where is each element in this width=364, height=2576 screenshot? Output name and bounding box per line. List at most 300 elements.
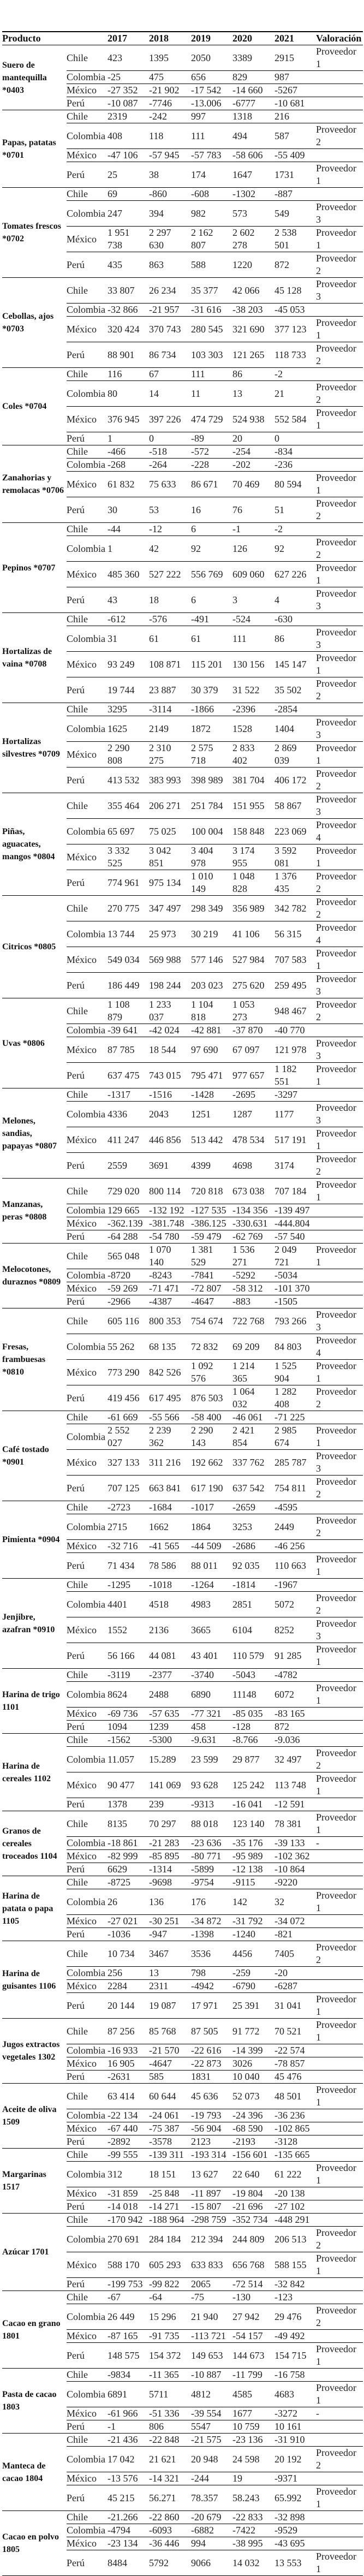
value-2017: -99 555 (108, 2149, 149, 2162)
country: México (67, 1915, 108, 1928)
value-2018: -14 271 (149, 2200, 191, 2214)
table-row (2, 1179, 363, 1204)
value-2017: 549 034 (108, 947, 149, 973)
value-2019: 3536 (191, 1941, 232, 1967)
valoracion: Proveedor 2 (316, 252, 363, 278)
value-2021: 110 663 (275, 1553, 316, 1579)
value-2021: -32 898 (275, 2511, 316, 2524)
product-name: Manzanas, peras *0808 (2, 1179, 67, 1244)
valoracion: Proveedor 1 (316, 2382, 363, 2407)
value-2021: -49 492 (275, 2330, 316, 2343)
value-2018: 2136 (149, 1617, 191, 1643)
value-2017: -31 859 (108, 2187, 149, 2200)
country: Chile (67, 1179, 108, 1204)
valoracion: Proveedor 2 (316, 1476, 363, 1501)
value-2020: 10 759 (232, 2420, 275, 2434)
table-row (2, 2084, 363, 2109)
value-2021: 121 978 (275, 1037, 316, 1063)
value-2017: -61 966 (108, 2407, 149, 2420)
value-2021: -78 857 (275, 2057, 316, 2071)
value-2021: 145 147 (275, 652, 316, 677)
product-name: Melocotones, duraznos *0809 (2, 1244, 67, 1308)
value-2020: 27 942 (232, 2304, 275, 2330)
value-2017: 1378 (108, 1798, 149, 1811)
value-2021: -20 (275, 1967, 316, 1980)
value-2019: -127 535 (191, 1204, 232, 1217)
valoracion: Proveedor 2 (316, 381, 363, 407)
country: Perú (67, 1476, 108, 1501)
value-2018: -576 (149, 613, 191, 626)
country: Chile (67, 368, 108, 381)
value-2020: 3026 (232, 2057, 275, 2071)
value-2018: 21 621 (149, 2447, 191, 2472)
header-2017: 2017 (108, 32, 149, 45)
value-2018: -99 822 (149, 2278, 191, 2291)
value-2020: 121 265 (232, 342, 275, 368)
valoracion (316, 1721, 363, 1734)
value-2020: 86 (232, 368, 275, 381)
valoracion: Proveedor 2 (316, 1941, 363, 1967)
country: Chile (67, 1088, 108, 1102)
value-2017: -1295 (108, 1579, 149, 1592)
value-2021: 21 (275, 381, 316, 407)
value-2018: 0 (149, 432, 191, 445)
valoracion: Proveedor 1 (316, 162, 363, 188)
valoracion (316, 2214, 363, 2227)
value-2017: 8624 (108, 1682, 149, 1708)
value-2021: 517 191 (275, 1127, 316, 1153)
product-name: Zanahorias y remolacas *0706 (2, 445, 67, 523)
valoracion: Proveedor 3 (316, 278, 363, 304)
value-2019: -19 793 (191, 2109, 232, 2122)
country: Perú (67, 432, 108, 445)
country: México (67, 1282, 108, 1295)
value-2017: -2723 (108, 1501, 149, 1514)
value-2018: 806 (149, 2420, 191, 2434)
value-2020: -21 696 (232, 2200, 275, 2214)
value-2020: 722 768 (232, 1308, 275, 1334)
country: Perú (67, 1385, 108, 1411)
value-2020: -38 203 (232, 304, 275, 317)
product-name: Jugos extractos vegetales 1302 (2, 2019, 67, 2084)
value-2021: 45 476 (275, 2071, 316, 2084)
value-2018: -21 902 (149, 84, 191, 97)
value-2017: -362.139 (108, 1217, 149, 1230)
country: Colombia (67, 71, 108, 84)
value-2019: 556 769 (191, 562, 232, 587)
value-2018: -85 895 (149, 1850, 191, 1863)
valoracion (316, 2278, 363, 2291)
country: Perú (67, 2485, 108, 2511)
value-2019: 876 503 (191, 1385, 232, 1411)
value-2021: -9529 (275, 2524, 316, 2537)
value-2020: 29 877 (232, 1747, 275, 1772)
value-2020: -1302 (232, 188, 275, 201)
country: Chile (67, 523, 108, 536)
value-2019: 633 833 (191, 2252, 232, 2278)
valoracion: - (316, 1837, 363, 1850)
value-2018: -22 848 (149, 2434, 191, 2447)
value-2020: -14 660 (232, 84, 275, 97)
value-2017: 80 (108, 381, 149, 407)
valoracion: Proveedor 2 (316, 1592, 363, 1617)
value-2018: 2149 (149, 716, 191, 742)
value-2020: 356 989 (232, 896, 275, 921)
value-2021: 29 476 (275, 2304, 316, 2330)
valoracion (316, 2122, 363, 2135)
value-2020: 573 (232, 201, 275, 227)
value-2020: 2851 (232, 1592, 275, 1617)
country: Chile (67, 2511, 108, 2524)
value-2020: 142 (232, 1889, 275, 1915)
valoracion: Proveedor 1 (316, 562, 363, 587)
country: Chile (67, 703, 108, 716)
value-2019: -298 759 (191, 2214, 232, 2227)
value-2021: -83 165 (275, 1708, 316, 1721)
value-2019: 11 (191, 381, 232, 407)
value-2017: 26 (108, 1889, 149, 1915)
value-2017: 1 951 738 (108, 227, 149, 252)
value-2017: -22 134 (108, 2109, 149, 2122)
valoracion (316, 2434, 363, 2447)
valoracion: Proveedor 1 (316, 1682, 363, 1708)
value-2018: 800 353 (149, 1308, 191, 1334)
value-2017: -39 641 (108, 1024, 149, 1037)
country: México (67, 317, 108, 342)
value-2018: 2043 (149, 1102, 191, 1127)
value-2017: 2 552 027 (108, 1424, 149, 1450)
table-row (2, 278, 363, 304)
value-2021: 1177 (275, 1102, 316, 1127)
value-2019: 61 (191, 626, 232, 652)
value-2019: 43 401 (191, 1643, 232, 1669)
value-2019: -44 509 (191, 1540, 232, 1553)
product-name: Coles *0704 (2, 368, 67, 445)
valoracion: Proveedor 1 (316, 1063, 363, 1088)
value-2021: 20 192 (275, 2447, 316, 2472)
product-name: Manteca de cacao 1804 (2, 2434, 67, 2511)
value-2020: 637 542 (232, 1476, 275, 1501)
valoracion: Proveedor 3 (316, 793, 363, 819)
value-2017: -27 352 (108, 84, 149, 97)
valoracion: Proveedor 1 (316, 2252, 363, 2278)
country: Colombia (67, 1334, 108, 1360)
value-2020: 1647 (232, 162, 275, 188)
country: Chile (67, 613, 108, 626)
value-2020: 478 534 (232, 1127, 275, 1153)
value-2019: 4812 (191, 2382, 232, 2407)
product-name: Jenjibre, azafran *0910 (2, 1579, 67, 1669)
country: Colombia (67, 2162, 108, 2187)
value-2017: 4336 (108, 1102, 149, 1127)
value-2018: -21 283 (149, 1837, 191, 1850)
value-2018: -21 957 (149, 304, 191, 317)
valoracion (316, 2149, 363, 2162)
table-row (2, 1244, 363, 1269)
product-name: Suero de mantequilla *0403 (2, 45, 67, 110)
value-2018: 475 (149, 71, 191, 84)
value-2020: 67 097 (232, 1037, 275, 1063)
value-2019: -57 783 (191, 149, 232, 162)
valoracion (316, 1411, 363, 1424)
value-2020: 3389 (232, 45, 275, 71)
valoracion: Proveedor 2 (316, 1153, 363, 1179)
valoracion (316, 149, 363, 162)
valoracion (316, 188, 363, 201)
value-2018: 141 069 (149, 1772, 191, 1798)
value-2021: 1404 (275, 716, 316, 742)
value-2018: 23 887 (149, 677, 191, 703)
value-2021: 70 521 (275, 2019, 316, 2044)
value-2020: 494 (232, 123, 275, 149)
valoracion (316, 1540, 363, 1553)
valoracion (316, 1295, 363, 1308)
value-2019: 5547 (191, 2420, 232, 2434)
value-2021: 793 266 (275, 1308, 316, 1334)
value-2017: 1625 (108, 716, 149, 742)
country: Colombia (67, 626, 108, 652)
valoracion: Proveedor 1 (316, 742, 363, 768)
value-2017: 1094 (108, 1721, 149, 1734)
value-2020: -58 312 (232, 1282, 275, 1295)
value-2018: 1662 (149, 1514, 191, 1540)
valoracion (316, 1282, 363, 1295)
header-valoracion: Valoración (316, 32, 363, 45)
value-2017: 8484 (108, 2550, 149, 2576)
value-2018: 206 271 (149, 793, 191, 819)
value-2017: -69 736 (108, 1708, 149, 1721)
country: Perú (67, 1553, 108, 1579)
value-2021: 588 155 (275, 2252, 316, 2278)
value-2021: 552 584 (275, 407, 316, 432)
value-2020: 151 955 (232, 793, 275, 819)
value-2019: 176 (191, 1889, 232, 1915)
table-row (2, 896, 363, 921)
value-2018: 38 (149, 162, 191, 188)
valoracion: Proveedor 3 (316, 716, 363, 742)
country: Perú (67, 768, 108, 793)
value-2019: 9066 (191, 2550, 232, 2576)
value-2021: 13 553 (275, 2550, 316, 2576)
value-2017: -8720 (108, 1269, 149, 1282)
value-2019: -228 (191, 459, 232, 472)
value-2021: 2 049 721 (275, 1244, 316, 1269)
valoracion: Proveedor 1 (316, 844, 363, 870)
value-2017: 1 (108, 432, 149, 445)
valoracion (316, 110, 363, 123)
value-2018: 61 (149, 626, 191, 652)
value-2018: -75 387 (149, 2122, 191, 2135)
value-2019: 4983 (191, 1592, 232, 1617)
value-2019: 458 (191, 1721, 232, 1734)
value-2018: 527 222 (149, 562, 191, 587)
value-2021: 259 495 (275, 973, 316, 998)
value-2020: 14 032 (232, 2550, 275, 2576)
value-2017: 320 424 (108, 317, 149, 342)
product-name: Harina de cereales 1102 (2, 1734, 67, 1811)
value-2019: -77 321 (191, 1708, 232, 1721)
value-2017: 3 332 525 (108, 844, 149, 870)
country: Chile (67, 1244, 108, 1269)
valoracion: Proveedor 1 (316, 1360, 363, 1385)
value-2017: -1317 (108, 1088, 149, 1102)
value-2021: 223 069 (275, 819, 316, 844)
value-2018: 14 (149, 381, 191, 407)
value-2021: 948 467 (275, 998, 316, 1024)
country: Perú (67, 1643, 108, 1669)
value-2019: -1866 (191, 703, 232, 716)
valoracion (316, 1734, 363, 1747)
value-2020: 11148 (232, 1682, 275, 1708)
value-2021: 707 184 (275, 1179, 316, 1204)
value-2018: 75 633 (149, 472, 191, 497)
country: Colombia (67, 2382, 108, 2407)
value-2019: -1428 (191, 1088, 232, 1102)
product-name: Papas, patatas *0701 (2, 110, 67, 188)
value-2021: -5267 (275, 84, 316, 97)
value-2021: 587 (275, 123, 316, 149)
value-2020: 1528 (232, 716, 275, 742)
country: México (67, 2187, 108, 2200)
value-2020: 3 174 955 (232, 844, 275, 870)
value-2019: 92 (191, 536, 232, 562)
value-2021: -2 (275, 523, 316, 536)
value-2021: 84 803 (275, 1334, 316, 1360)
value-2018: 663 841 (149, 1476, 191, 1501)
country: Chile (67, 793, 108, 819)
valoracion (316, 97, 363, 110)
country: Chile (67, 1579, 108, 1592)
value-2020: -19 804 (232, 2187, 275, 2200)
value-2018: -11 365 (149, 2369, 191, 2382)
value-2019: -193 314 (191, 2149, 232, 2162)
value-2021: 2915 (275, 45, 316, 71)
country: Colombia (67, 1514, 108, 1540)
value-2021: 32 497 (275, 1747, 316, 1772)
value-2021: -20 138 (275, 2187, 316, 2200)
table-row (2, 45, 363, 71)
value-2017: 1 108 879 (108, 998, 149, 1024)
value-2019: -75 (191, 2291, 232, 2304)
product-name: Citricos *0805 (2, 896, 67, 998)
value-2019: 754 674 (191, 1308, 232, 1334)
value-2020: -130 (232, 2291, 275, 2304)
value-2021: -4595 (275, 1501, 316, 1514)
country: México (67, 1850, 108, 1863)
value-2021: -55 409 (275, 149, 316, 162)
country: Colombia (67, 1024, 108, 1037)
product-name: Piñas, aguacates, mangos *0804 (2, 793, 67, 896)
valoracion: Proveedor 2 (316, 497, 363, 523)
value-2017: 61 832 (108, 472, 149, 497)
value-2017: -13 576 (108, 2472, 149, 2485)
value-2018: 5792 (149, 2550, 191, 2576)
value-2019: -56 904 (191, 2122, 232, 2135)
value-2019: -1017 (191, 1501, 232, 1514)
value-2019: -89 (191, 432, 232, 445)
value-2021: 3174 (275, 1153, 316, 1179)
valoracion: Proveedor 1 (316, 2162, 363, 2187)
header-2018: 2018 (149, 32, 191, 45)
valoracion (316, 523, 363, 536)
value-2021: 2 985 674 (275, 1424, 316, 1450)
value-2020: -259 (232, 1967, 275, 1980)
valoracion (316, 2200, 363, 2214)
value-2021: 45 128 (275, 278, 316, 304)
value-2020: -46 061 (232, 1411, 275, 1424)
value-2018: 44 081 (149, 1643, 191, 1669)
value-2019: 3 404 978 (191, 844, 232, 870)
valoracion: Proveedor 1 (316, 1553, 363, 1579)
country: Perú (67, 97, 108, 110)
value-2017: -10 087 (108, 97, 149, 110)
country: México (67, 149, 108, 162)
value-2021: 8252 (275, 1617, 316, 1643)
value-2021: -5034 (275, 1269, 316, 1282)
country: Colombia (67, 2447, 108, 2472)
value-2017: -16 933 (108, 2044, 149, 2057)
valoracion: Proveedor 3 (316, 587, 363, 613)
value-2017: 270 775 (108, 896, 149, 921)
value-2020: -6777 (232, 97, 275, 110)
country: México (67, 742, 108, 768)
value-2018: -1684 (149, 1501, 191, 1514)
country: Chile (67, 2149, 108, 2162)
value-2018: 347 497 (149, 896, 191, 921)
value-2020: -12 138 (232, 1863, 275, 1876)
value-2021: -4782 (275, 1669, 316, 1682)
value-2020: 527 984 (232, 947, 275, 973)
value-2018: 394 (149, 201, 191, 227)
value-2019: 45 636 (191, 2084, 232, 2109)
value-2018: -64 (149, 2291, 191, 2304)
value-2019: 78.357 (191, 2485, 232, 2511)
value-2019: 1 092 576 (191, 1360, 232, 1385)
value-2018: -55 566 (149, 1411, 191, 1424)
value-2019: 513 442 (191, 1127, 232, 1153)
value-2019: 115 201 (191, 652, 232, 677)
value-2017: -2892 (108, 2135, 149, 2149)
value-2019: 251 784 (191, 793, 232, 819)
value-2017: -14 018 (108, 2200, 149, 2214)
value-2018: -518 (149, 445, 191, 459)
value-2017: -1036 (108, 1928, 149, 1941)
value-2019: 2 290 143 (191, 1424, 232, 1450)
value-2017: 129 665 (108, 1204, 149, 1217)
value-2018: -22 860 (149, 2511, 191, 2524)
value-2018: 2 310 275 (149, 742, 191, 768)
value-2017: 45 215 (108, 2485, 149, 2511)
country: Chile (67, 2084, 108, 2109)
value-2018: 15.289 (149, 1747, 191, 1772)
country: Colombia (67, 2304, 108, 2330)
value-2017: 90 477 (108, 1772, 149, 1798)
value-2021: 4683 (275, 2382, 316, 2407)
country: Perú (67, 1798, 108, 1811)
country: Perú (67, 1721, 108, 1734)
country: Chile (67, 896, 108, 921)
product-name: Melones, sandias, papayas *0807 (2, 1088, 67, 1179)
value-2020: -14 399 (232, 2044, 275, 2057)
value-2021: -10 681 (275, 97, 316, 110)
value-2018: 311 216 (149, 1450, 191, 1476)
valoracion (316, 2109, 363, 2122)
value-2019: 23 599 (191, 1747, 232, 1772)
valoracion (316, 2135, 363, 2149)
value-2020: 123 140 (232, 1811, 275, 1837)
value-2020: -2193 (232, 2135, 275, 2149)
value-2017: 93 249 (108, 652, 149, 677)
